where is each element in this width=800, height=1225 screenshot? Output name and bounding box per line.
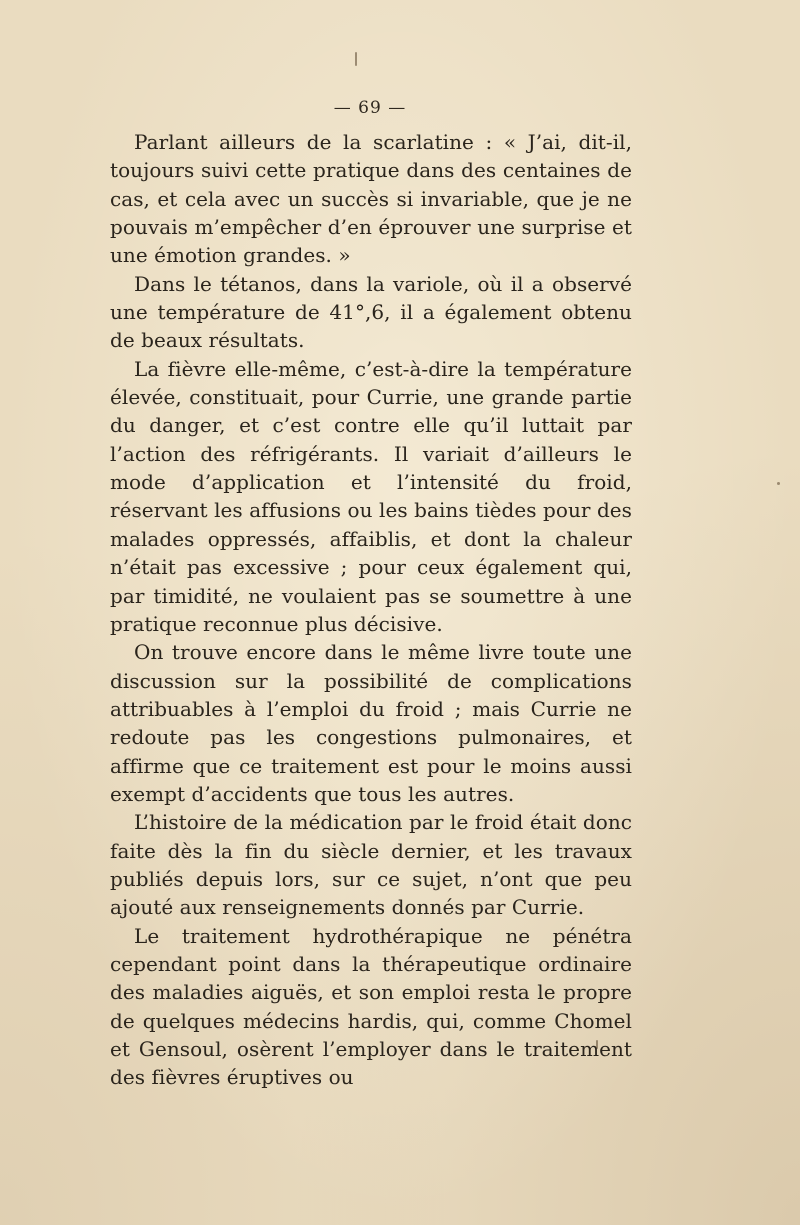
paragraph: Parlant ailleurs de la scarlatine : « J’ai, dit-il, toujours suivi cette pratique dans des centaines de cas, et cela avec un succès si invariable, que je ne pouvais m’empêcher d’en éprouver une surprise et une émotion grandes. » xyxy=(110,130,632,268)
paper-fleck xyxy=(777,482,780,485)
paragraph: L’histoire de la médication par le froid était donc faite dès la fin du siècle dernier, et les travaux publiés depuis lors, sur ce sujet, n’ont que peu ajouté aux renseignements donnés par Currie. xyxy=(110,810,632,920)
paragraph: On trouve encore dans le même livre toute une discussion sur la possibilité de complications attribuables à l’emploi du froid ; mais Currie ne redoute pas les congestions pulmonaires, et affirme que ce traitement est pour le moins aussi exempt d’accidents que tous les autres. xyxy=(110,640,632,806)
page-number: — 69 — xyxy=(333,98,407,118)
paragraph: La fièvre elle-même, c’est-à-dire la température élevée, constituait, pour Currie, une grande partie du danger, et c’est contre elle qu’il luttait par l’action des réfrigérants. Il variait d’ailleurs le mode d’application et l’intensité du froid, réservant les affusions ou les bains tièdes pour des malades oppressés, affaiblis, et dont la chaleur n’était pas excessive ; pour ceux également qui, par timidité, ne voulaient pas se soumettre à une pratique reconnue plus décisive. xyxy=(110,356,632,636)
paragraph: Le traitement hydrothérapique ne pénétra cependant point dans la thérapeutique ordinaire des maladies aiguës, et son emploi resta le propre de quelques médecins hardis, qui, comme Chomel et Gensoul, osèrent l’employer dans le traitement des fièvres éruptives ou xyxy=(110,923,632,1090)
paper-fleck xyxy=(355,52,357,66)
paragraph: Dans le tétanos, dans la variole, où il a observé une température de 41°,6, il a également obtenu de beaux résultats. xyxy=(110,271,632,353)
body-text xyxy=(110,128,632,1092)
